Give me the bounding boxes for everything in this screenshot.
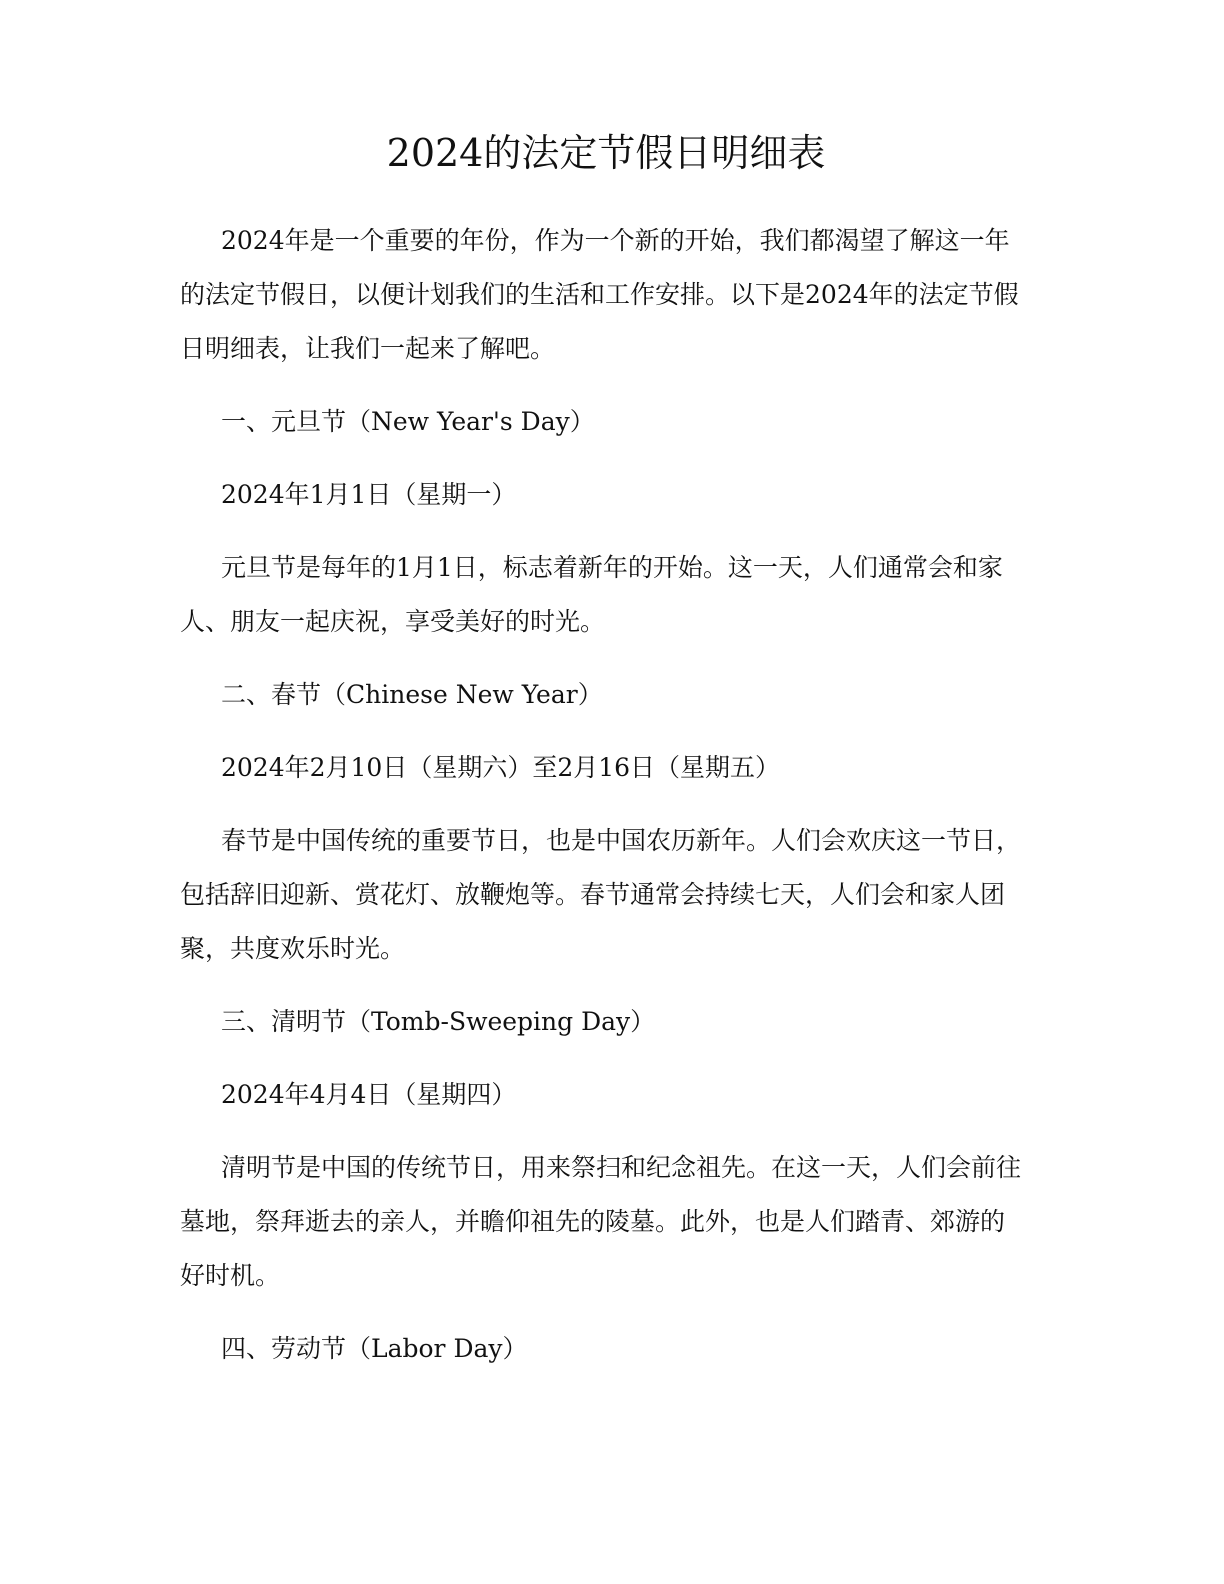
description-qingming: 清明节是中国的传统节日，用来祭扫和纪念祖先。在这一天，人们会前往墓地，祭拜逝去的亲人，并瞻仰祖先的陵墓。此外，也是人们踏青、郊游的好时机。 (180, 1153, 1022, 1290)
description-spring-festival: 春节是中国传统的重要节日，也是中国农历新年。人们会欢庆这一节日，包括辞旧迎新、赏花灯、放鞭炮等。春节通常会持续七天，人们会和家人团聚，共度欢乐时光。 (180, 826, 1022, 963)
document-body (180, 214, 1028, 1376)
section-heading-spring-festival: 二、春节（Chinese New Year） (221, 680, 603, 709)
section-heading-new-year: 一、元旦节（New Year's Day） (221, 407, 595, 436)
section-heading-labor-day: 四、劳动节（Labor Day） (221, 1334, 528, 1363)
date-new-year: 2024年1月1日（星期一） (221, 480, 517, 509)
description-new-year: 元旦节是每年的1月1日，标志着新年的开始。这一天，人们通常会和家人、朋友一起庆祝，享受美好的时光。 (180, 553, 1003, 636)
section-heading-qingming: 三、清明节（Tomb-Sweeping Day） (221, 1007, 656, 1036)
intro-paragraph: 2024年是一个重要的年份，作为一个新的开始，我们都渴望了解这一年的法定节假日，以便计划我们的生活和工作安排。以下是2024年的法定节假日明细表，让我们一起来了解吧。 (180, 226, 1019, 363)
document-title: 2024的法定节假日明细表 (386, 131, 826, 175)
date-spring-festival: 2024年2月10日（星期六）至2月16日（星期五） (221, 753, 781, 782)
date-qingming: 2024年4月4日（星期四） (221, 1080, 517, 1109)
